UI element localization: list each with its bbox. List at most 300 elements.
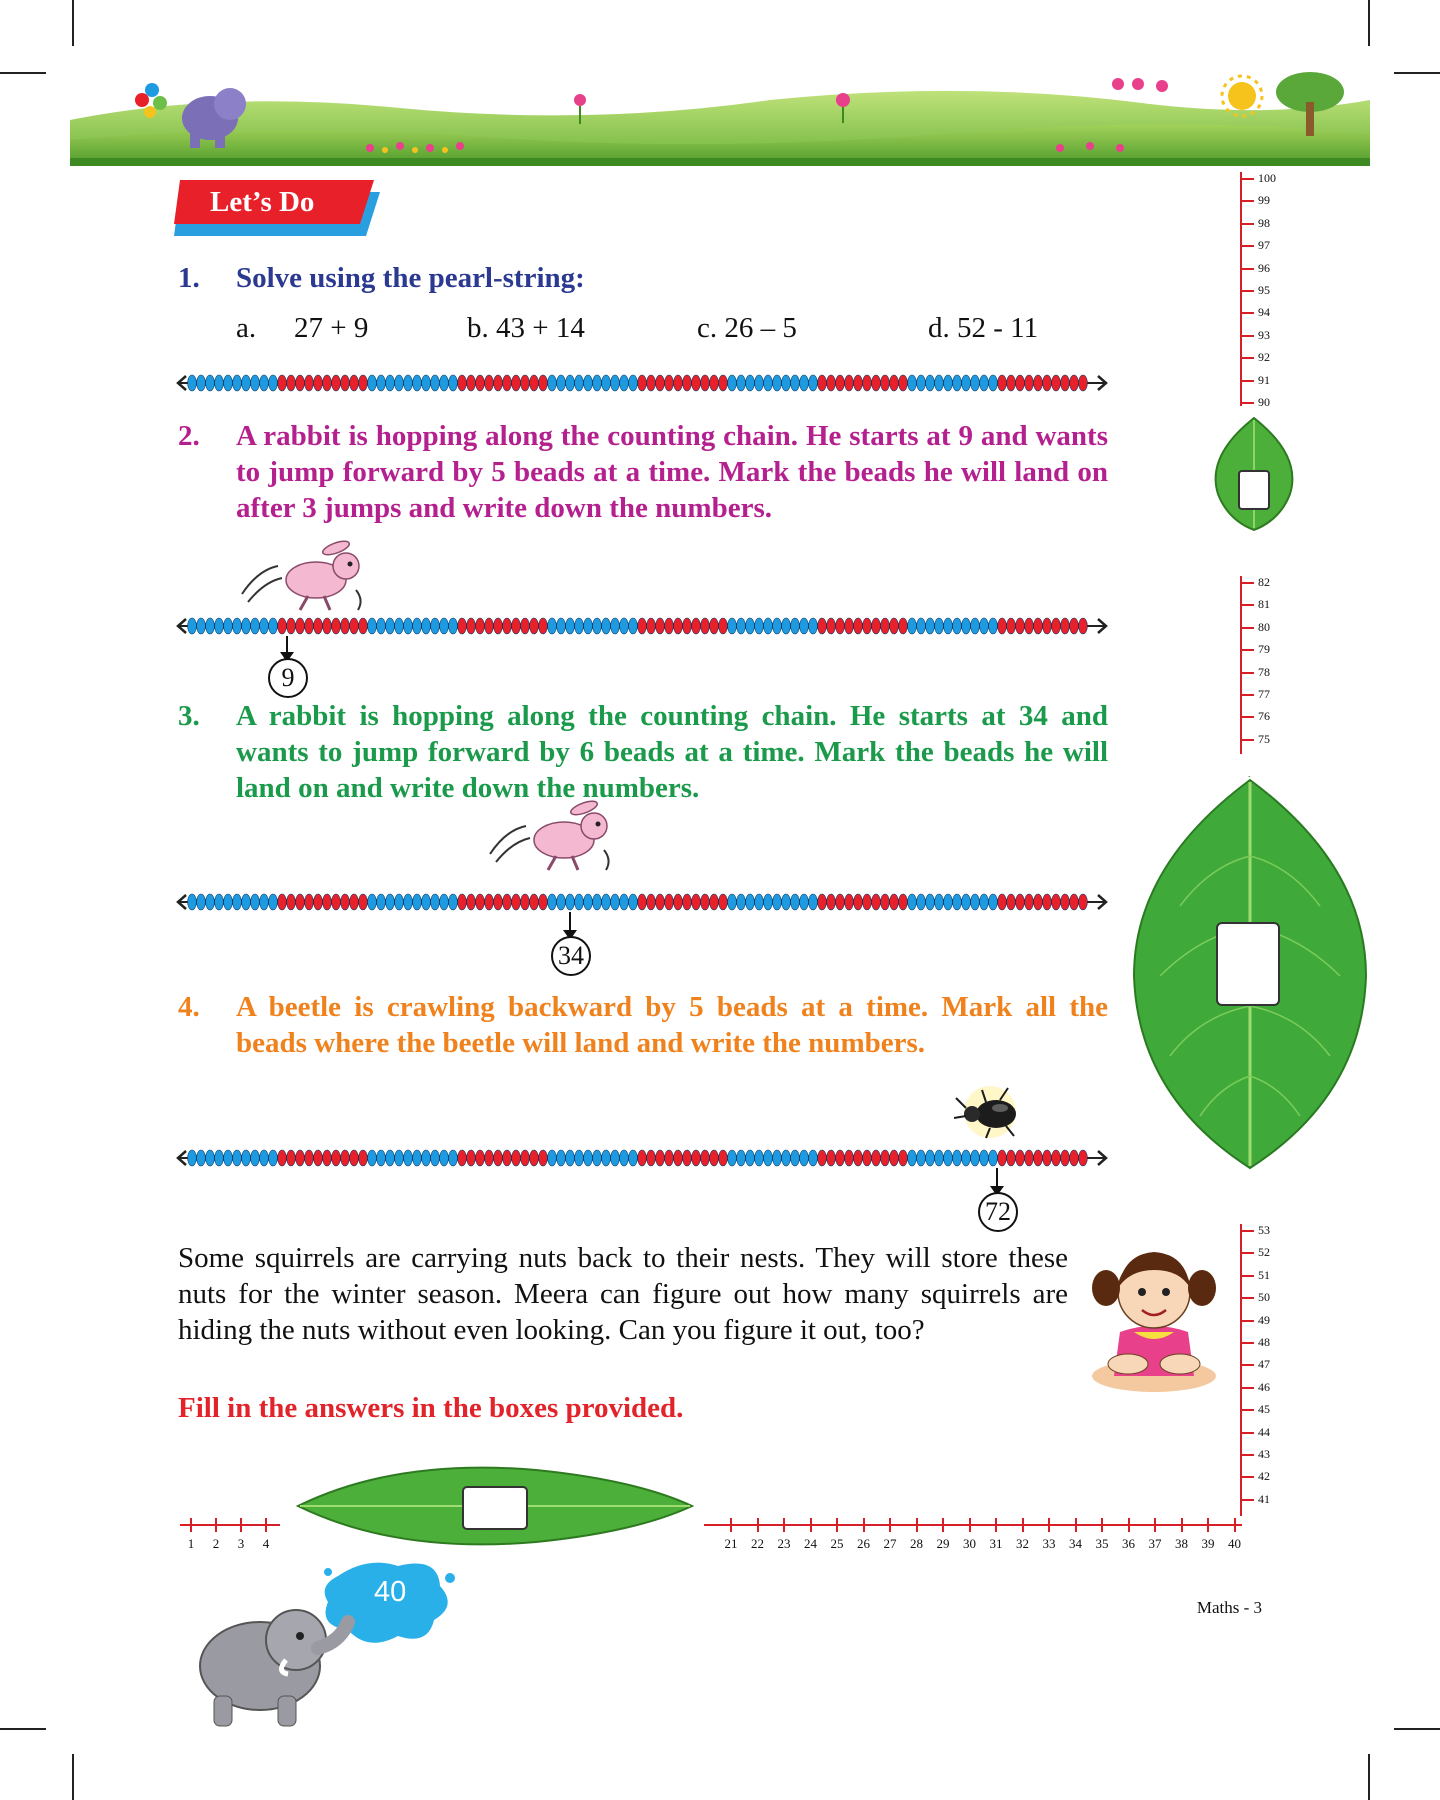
- bead[interactable]: [476, 894, 485, 910]
- bead[interactable]: [701, 375, 710, 391]
- bead[interactable]: [530, 1150, 539, 1166]
- bead[interactable]: [377, 894, 386, 910]
- bead[interactable]: [494, 894, 503, 910]
- bead[interactable]: [737, 375, 746, 391]
- bead[interactable]: [251, 1150, 260, 1166]
- bead[interactable]: [629, 375, 638, 391]
- bead[interactable]: [476, 1150, 485, 1166]
- bead[interactable]: [620, 375, 629, 391]
- bead[interactable]: [926, 375, 935, 391]
- bead[interactable]: [260, 894, 269, 910]
- bead[interactable]: [854, 618, 863, 634]
- bead[interactable]: [440, 618, 449, 634]
- bead[interactable]: [773, 894, 782, 910]
- bead[interactable]: [683, 618, 692, 634]
- bead[interactable]: [242, 375, 251, 391]
- bead[interactable]: [1079, 1150, 1088, 1166]
- bead[interactable]: [521, 618, 530, 634]
- bead[interactable]: [584, 894, 593, 910]
- bead[interactable]: [710, 375, 719, 391]
- bead[interactable]: [251, 375, 260, 391]
- bead[interactable]: [737, 1150, 746, 1166]
- bead[interactable]: [926, 894, 935, 910]
- bead[interactable]: [1043, 375, 1052, 391]
- bead[interactable]: [377, 1150, 386, 1166]
- bead[interactable]: [413, 375, 422, 391]
- bead[interactable]: [269, 618, 278, 634]
- bead[interactable]: [746, 1150, 755, 1166]
- bead[interactable]: [314, 894, 323, 910]
- bead[interactable]: [926, 1150, 935, 1166]
- bead[interactable]: [260, 1150, 269, 1166]
- bead[interactable]: [305, 618, 314, 634]
- bead[interactable]: [233, 894, 242, 910]
- bead[interactable]: [233, 1150, 242, 1166]
- bead[interactable]: [863, 1150, 872, 1166]
- bead[interactable]: [1070, 894, 1079, 910]
- bead[interactable]: [530, 894, 539, 910]
- bead[interactable]: [278, 894, 287, 910]
- bead[interactable]: [458, 1150, 467, 1166]
- bead[interactable]: [1034, 1150, 1043, 1166]
- bead[interactable]: [998, 618, 1007, 634]
- bead[interactable]: [395, 375, 404, 391]
- bead[interactable]: [503, 618, 512, 634]
- bead[interactable]: [935, 894, 944, 910]
- bead[interactable]: [899, 1150, 908, 1166]
- bead[interactable]: [944, 375, 953, 391]
- bead[interactable]: [908, 1150, 917, 1166]
- bead[interactable]: [1025, 894, 1034, 910]
- bead[interactable]: [971, 1150, 980, 1166]
- bead[interactable]: [440, 375, 449, 391]
- bead[interactable]: [755, 375, 764, 391]
- bead[interactable]: [368, 618, 377, 634]
- bead[interactable]: [323, 894, 332, 910]
- bead[interactable]: [584, 1150, 593, 1166]
- bead[interactable]: [827, 894, 836, 910]
- bead[interactable]: [998, 375, 1007, 391]
- bead[interactable]: [287, 375, 296, 391]
- bead[interactable]: [548, 618, 557, 634]
- bead[interactable]: [890, 618, 899, 634]
- bead[interactable]: [566, 1150, 575, 1166]
- bead[interactable]: [1007, 1150, 1016, 1166]
- bead[interactable]: [296, 894, 305, 910]
- bead[interactable]: [296, 1150, 305, 1166]
- bead[interactable]: [404, 618, 413, 634]
- bead[interactable]: [377, 618, 386, 634]
- bead[interactable]: [359, 618, 368, 634]
- bead[interactable]: [224, 1150, 233, 1166]
- bead[interactable]: [521, 894, 530, 910]
- bead[interactable]: [233, 375, 242, 391]
- bead[interactable]: [386, 375, 395, 391]
- bead[interactable]: [1061, 375, 1070, 391]
- bead[interactable]: [314, 618, 323, 634]
- bead[interactable]: [350, 894, 359, 910]
- bead[interactable]: [512, 375, 521, 391]
- bead[interactable]: [206, 1150, 215, 1166]
- bead[interactable]: [1052, 375, 1061, 391]
- bead[interactable]: [719, 1150, 728, 1166]
- bead[interactable]: [746, 894, 755, 910]
- bead[interactable]: [971, 618, 980, 634]
- bead[interactable]: [494, 1150, 503, 1166]
- bead[interactable]: [206, 375, 215, 391]
- bead[interactable]: [341, 1150, 350, 1166]
- bead[interactable]: [188, 618, 197, 634]
- bead[interactable]: [656, 375, 665, 391]
- bead[interactable]: [368, 375, 377, 391]
- bead[interactable]: [206, 618, 215, 634]
- bead[interactable]: [386, 894, 395, 910]
- bead[interactable]: [269, 1150, 278, 1166]
- bead[interactable]: [296, 618, 305, 634]
- bead[interactable]: [260, 618, 269, 634]
- bead[interactable]: [485, 375, 494, 391]
- bead[interactable]: [998, 1150, 1007, 1166]
- bead[interactable]: [521, 375, 530, 391]
- bead[interactable]: [476, 618, 485, 634]
- bead[interactable]: [719, 618, 728, 634]
- bead[interactable]: [350, 375, 359, 391]
- bead[interactable]: [863, 618, 872, 634]
- bead[interactable]: [836, 618, 845, 634]
- bead[interactable]: [998, 894, 1007, 910]
- bead[interactable]: [908, 618, 917, 634]
- bead[interactable]: [611, 1150, 620, 1166]
- bead[interactable]: [719, 894, 728, 910]
- bead[interactable]: [431, 375, 440, 391]
- bead[interactable]: [719, 375, 728, 391]
- bead[interactable]: [962, 894, 971, 910]
- bead[interactable]: [242, 1150, 251, 1166]
- bead[interactable]: [1007, 375, 1016, 391]
- bead[interactable]: [611, 618, 620, 634]
- bead[interactable]: [341, 375, 350, 391]
- bead[interactable]: [1025, 618, 1034, 634]
- bead[interactable]: [197, 375, 206, 391]
- bead[interactable]: [386, 1150, 395, 1166]
- bead[interactable]: [629, 894, 638, 910]
- bead[interactable]: [593, 618, 602, 634]
- bead[interactable]: [710, 1150, 719, 1166]
- bead[interactable]: [521, 1150, 530, 1166]
- bead[interactable]: [278, 618, 287, 634]
- bead[interactable]: [611, 375, 620, 391]
- bead[interactable]: [917, 1150, 926, 1166]
- bead[interactable]: [881, 375, 890, 391]
- bead[interactable]: [584, 618, 593, 634]
- bead[interactable]: [395, 1150, 404, 1166]
- bead[interactable]: [980, 894, 989, 910]
- bead[interactable]: [575, 375, 584, 391]
- bead[interactable]: [755, 1150, 764, 1166]
- bead[interactable]: [467, 375, 476, 391]
- bead[interactable]: [359, 894, 368, 910]
- bead[interactable]: [602, 375, 611, 391]
- bead[interactable]: [647, 618, 656, 634]
- bead[interactable]: [872, 375, 881, 391]
- bead[interactable]: [296, 375, 305, 391]
- bead[interactable]: [368, 1150, 377, 1166]
- bead[interactable]: [620, 894, 629, 910]
- bead[interactable]: [791, 1150, 800, 1166]
- bead[interactable]: [737, 894, 746, 910]
- bead[interactable]: [791, 618, 800, 634]
- bead[interactable]: [836, 375, 845, 391]
- bead[interactable]: [1016, 1150, 1025, 1166]
- bead[interactable]: [746, 618, 755, 634]
- bead[interactable]: [557, 618, 566, 634]
- bead[interactable]: [539, 1150, 548, 1166]
- bead[interactable]: [215, 618, 224, 634]
- bead[interactable]: [215, 375, 224, 391]
- bead[interactable]: [1043, 618, 1052, 634]
- bead[interactable]: [737, 618, 746, 634]
- bead[interactable]: [971, 375, 980, 391]
- bead[interactable]: [674, 375, 683, 391]
- bead[interactable]: [485, 1150, 494, 1166]
- bead[interactable]: [782, 1150, 791, 1166]
- bead[interactable]: [494, 375, 503, 391]
- bead[interactable]: [1061, 1150, 1070, 1166]
- bead[interactable]: [1079, 375, 1088, 391]
- bead[interactable]: [800, 618, 809, 634]
- bead[interactable]: [629, 618, 638, 634]
- bead[interactable]: [710, 618, 719, 634]
- bead[interactable]: [764, 1150, 773, 1166]
- bead[interactable]: [953, 618, 962, 634]
- bead[interactable]: [953, 375, 962, 391]
- bead[interactable]: [1016, 375, 1025, 391]
- bead[interactable]: [782, 894, 791, 910]
- bead[interactable]: [683, 1150, 692, 1166]
- bead[interactable]: [215, 1150, 224, 1166]
- bead[interactable]: [989, 894, 998, 910]
- bead[interactable]: [647, 375, 656, 391]
- bead[interactable]: [548, 375, 557, 391]
- bead[interactable]: [917, 618, 926, 634]
- bead[interactable]: [746, 375, 755, 391]
- bead[interactable]: [701, 1150, 710, 1166]
- bead[interactable]: [584, 375, 593, 391]
- bead[interactable]: [1025, 1150, 1034, 1166]
- bead[interactable]: [809, 618, 818, 634]
- bead[interactable]: [1061, 894, 1070, 910]
- bead[interactable]: [881, 894, 890, 910]
- bead[interactable]: [602, 894, 611, 910]
- bead[interactable]: [800, 894, 809, 910]
- bead[interactable]: [566, 618, 575, 634]
- bead[interactable]: [224, 618, 233, 634]
- bead[interactable]: [755, 618, 764, 634]
- bead[interactable]: [332, 1150, 341, 1166]
- bead[interactable]: [1079, 618, 1088, 634]
- bead[interactable]: [863, 375, 872, 391]
- bead[interactable]: [233, 618, 242, 634]
- bead[interactable]: [863, 894, 872, 910]
- bead[interactable]: [287, 1150, 296, 1166]
- bead[interactable]: [1025, 375, 1034, 391]
- bead[interactable]: [278, 375, 287, 391]
- bead[interactable]: [467, 618, 476, 634]
- bead[interactable]: [593, 1150, 602, 1166]
- bead[interactable]: [683, 894, 692, 910]
- bead[interactable]: [557, 375, 566, 391]
- bead[interactable]: [1043, 894, 1052, 910]
- bead[interactable]: [1016, 894, 1025, 910]
- bead[interactable]: [188, 1150, 197, 1166]
- bead[interactable]: [566, 894, 575, 910]
- bead[interactable]: [197, 618, 206, 634]
- bead[interactable]: [980, 1150, 989, 1166]
- bead[interactable]: [800, 1150, 809, 1166]
- bead[interactable]: [1052, 618, 1061, 634]
- bead[interactable]: [314, 375, 323, 391]
- bead[interactable]: [467, 894, 476, 910]
- bead[interactable]: [809, 1150, 818, 1166]
- bead[interactable]: [692, 618, 701, 634]
- bead[interactable]: [530, 618, 539, 634]
- answer-box-75-53[interactable]: [1216, 922, 1280, 1006]
- bead[interactable]: [620, 1150, 629, 1166]
- bead[interactable]: [782, 618, 791, 634]
- bead[interactable]: [332, 618, 341, 634]
- bead[interactable]: [962, 375, 971, 391]
- bead[interactable]: [656, 894, 665, 910]
- bead[interactable]: [611, 894, 620, 910]
- bead[interactable]: [989, 1150, 998, 1166]
- bead[interactable]: [674, 894, 683, 910]
- bead[interactable]: [989, 375, 998, 391]
- bead[interactable]: [359, 1150, 368, 1166]
- bead[interactable]: [980, 618, 989, 634]
- bead[interactable]: [1007, 618, 1016, 634]
- bead[interactable]: [242, 894, 251, 910]
- bead[interactable]: [971, 894, 980, 910]
- bead[interactable]: [773, 1150, 782, 1166]
- bead[interactable]: [908, 894, 917, 910]
- bead[interactable]: [314, 1150, 323, 1166]
- bead[interactable]: [449, 1150, 458, 1166]
- bead[interactable]: [323, 1150, 332, 1166]
- bead[interactable]: [665, 375, 674, 391]
- bead[interactable]: [701, 618, 710, 634]
- bead[interactable]: [287, 894, 296, 910]
- bead[interactable]: [377, 375, 386, 391]
- bead[interactable]: [953, 894, 962, 910]
- bead[interactable]: [836, 894, 845, 910]
- bead[interactable]: [602, 1150, 611, 1166]
- bead[interactable]: [332, 894, 341, 910]
- bead[interactable]: [413, 894, 422, 910]
- bead[interactable]: [215, 894, 224, 910]
- bead[interactable]: [809, 894, 818, 910]
- bead[interactable]: [413, 618, 422, 634]
- bead[interactable]: [656, 1150, 665, 1166]
- bead[interactable]: [1070, 1150, 1079, 1166]
- bead[interactable]: [800, 375, 809, 391]
- bead[interactable]: [539, 618, 548, 634]
- bead[interactable]: [962, 618, 971, 634]
- bead[interactable]: [224, 375, 233, 391]
- bead[interactable]: [449, 894, 458, 910]
- bead[interactable]: [791, 375, 800, 391]
- bead[interactable]: [260, 375, 269, 391]
- bead[interactable]: [926, 618, 935, 634]
- bead[interactable]: [764, 618, 773, 634]
- bead[interactable]: [323, 618, 332, 634]
- bead[interactable]: [728, 894, 737, 910]
- bead[interactable]: [845, 894, 854, 910]
- bead[interactable]: [764, 894, 773, 910]
- bead[interactable]: [548, 894, 557, 910]
- bead[interactable]: [512, 1150, 521, 1166]
- bead[interactable]: [467, 1150, 476, 1166]
- bead[interactable]: [557, 894, 566, 910]
- bead[interactable]: [1016, 618, 1025, 634]
- bead[interactable]: [728, 1150, 737, 1166]
- bead[interactable]: [278, 1150, 287, 1166]
- bead[interactable]: [512, 618, 521, 634]
- bead[interactable]: [818, 894, 827, 910]
- bead[interactable]: [395, 894, 404, 910]
- bead[interactable]: [1052, 894, 1061, 910]
- bead[interactable]: [890, 894, 899, 910]
- bead[interactable]: [1079, 894, 1088, 910]
- bead[interactable]: [683, 375, 692, 391]
- bead[interactable]: [629, 1150, 638, 1166]
- bead[interactable]: [872, 618, 881, 634]
- bead[interactable]: [899, 618, 908, 634]
- bead[interactable]: [638, 375, 647, 391]
- bead[interactable]: [620, 618, 629, 634]
- bead[interactable]: [593, 894, 602, 910]
- bead[interactable]: [674, 1150, 683, 1166]
- bead[interactable]: [431, 618, 440, 634]
- bead[interactable]: [899, 894, 908, 910]
- bead[interactable]: [359, 375, 368, 391]
- bead[interactable]: [872, 894, 881, 910]
- bead[interactable]: [341, 894, 350, 910]
- bead[interactable]: [944, 894, 953, 910]
- bead[interactable]: [566, 375, 575, 391]
- bead[interactable]: [602, 618, 611, 634]
- bead[interactable]: [512, 894, 521, 910]
- bead[interactable]: [197, 894, 206, 910]
- bead[interactable]: [728, 618, 737, 634]
- bead[interactable]: [1070, 375, 1079, 391]
- bead[interactable]: [818, 1150, 827, 1166]
- bead[interactable]: [638, 894, 647, 910]
- bead[interactable]: [1043, 1150, 1052, 1166]
- bead[interactable]: [908, 375, 917, 391]
- bead[interactable]: [422, 1150, 431, 1166]
- bead[interactable]: [575, 894, 584, 910]
- bead[interactable]: [917, 894, 926, 910]
- bead[interactable]: [782, 375, 791, 391]
- bead[interactable]: [917, 375, 926, 391]
- bead[interactable]: [836, 1150, 845, 1166]
- answer-box-90-82[interactable]: [1238, 470, 1270, 510]
- bead[interactable]: [1034, 894, 1043, 910]
- bead[interactable]: [692, 894, 701, 910]
- answer-box-4-21[interactable]: [462, 1486, 528, 1530]
- bead[interactable]: [368, 894, 377, 910]
- bead[interactable]: [647, 1150, 656, 1166]
